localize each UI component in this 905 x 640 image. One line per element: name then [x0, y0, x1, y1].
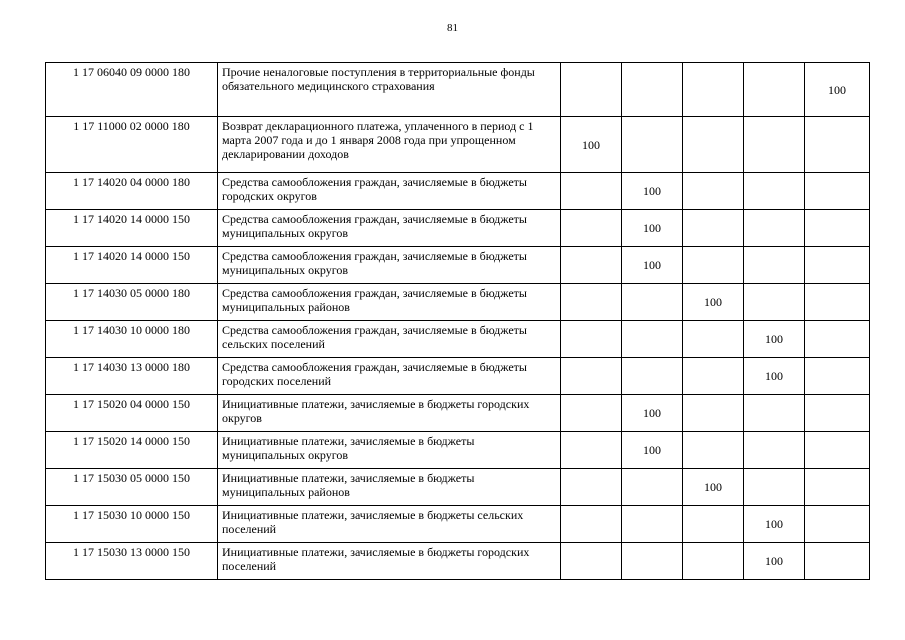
revenue-name-cell: Прочие неналоговые поступления в территориальные фонды обязательного медицинского страхования	[218, 63, 561, 117]
value-cell-2	[622, 543, 683, 580]
budget-code-cell: 1 17 14020 04 0000 180	[46, 173, 218, 210]
table-row	[46, 63, 870, 117]
value-cell-3: 100	[683, 284, 744, 321]
table-row	[46, 543, 870, 580]
value-cell-2	[622, 506, 683, 543]
value-cell-5	[805, 506, 870, 543]
budget-code-cell: 1 17 14020 14 0000 150	[46, 247, 218, 284]
value-cell-5	[805, 210, 870, 247]
value-cell-3	[683, 395, 744, 432]
budget-code-cell: 1 17 11000 02 0000 180	[46, 117, 218, 173]
value-cell-5	[805, 469, 870, 506]
table-row	[46, 321, 870, 358]
value-cell-1	[561, 284, 622, 321]
value-cell-4	[744, 210, 805, 247]
revenue-name-cell: Возврат декларационного платежа, уплаченного в период с 1 марта 2007 года и до 1 января 2008 года при упрощенном декларировании доходов	[218, 117, 561, 173]
budget-code-cell: 1 17 14030 05 0000 180	[46, 284, 218, 321]
value-cell-2: 100	[622, 432, 683, 469]
value-cell-2: 100	[622, 210, 683, 247]
revenue-name-cell: Средства самообложения граждан, зачисляемые в бюджеты сельских поселений	[218, 321, 561, 358]
value-cell-4	[744, 247, 805, 284]
table-row	[46, 506, 870, 543]
value-cell-4	[744, 432, 805, 469]
value-cell-1	[561, 469, 622, 506]
value-cell-4	[744, 395, 805, 432]
value-cell-4	[744, 117, 805, 173]
budget-code-cell: 1 17 14030 10 0000 180	[46, 321, 218, 358]
value-cell-1	[561, 63, 622, 117]
value-cell-3	[683, 173, 744, 210]
page-number: 81	[447, 22, 458, 34]
value-cell-3	[683, 543, 744, 580]
value-cell-1	[561, 543, 622, 580]
revenue-name-cell: Средства самообложения граждан, зачисляемые в бюджеты муниципальных округов	[218, 247, 561, 284]
value-cell-2	[622, 469, 683, 506]
table-row	[46, 432, 870, 469]
value-cell-5	[805, 395, 870, 432]
budget-code-cell: 1 17 15030 10 0000 150	[46, 506, 218, 543]
budget-code-cell: 1 17 14030 13 0000 180	[46, 358, 218, 395]
value-cell-1	[561, 358, 622, 395]
table-row	[46, 117, 870, 173]
revenue-name-cell: Инициативные платежи, зачисляемые в бюджеты муниципальных округов	[218, 432, 561, 469]
value-cell-4	[744, 469, 805, 506]
revenue-name-cell: Инициативные платежи, зачисляемые в бюджеты городских округов	[218, 395, 561, 432]
budget-code-cell: 1 17 15020 04 0000 150	[46, 395, 218, 432]
value-cell-4	[744, 173, 805, 210]
table-row	[46, 469, 870, 506]
revenue-name-cell: Инициативные платежи, зачисляемые в бюджеты городских поселений	[218, 543, 561, 580]
value-cell-1	[561, 432, 622, 469]
value-cell-3	[683, 432, 744, 469]
value-cell-2	[622, 358, 683, 395]
value-cell-5	[805, 543, 870, 580]
value-cell-5	[805, 321, 870, 358]
value-cell-1	[561, 321, 622, 358]
value-cell-3	[683, 321, 744, 358]
value-cell-4	[744, 63, 805, 117]
table-row	[46, 395, 870, 432]
value-cell-1	[561, 247, 622, 284]
value-cell-3	[683, 63, 744, 117]
value-cell-1	[561, 210, 622, 247]
table-row	[46, 210, 870, 247]
value-cell-5	[805, 247, 870, 284]
budget-code-cell: 1 17 06040 09 0000 180	[46, 63, 218, 117]
value-cell-3	[683, 247, 744, 284]
value-cell-1	[561, 506, 622, 543]
table-row	[46, 247, 870, 284]
value-cell-5	[805, 117, 870, 173]
value-cell-2: 100	[622, 395, 683, 432]
value-cell-5	[805, 173, 870, 210]
revenue-name-cell: Средства самообложения граждан, зачисляемые в бюджеты городских поселений	[218, 358, 561, 395]
value-cell-2: 100	[622, 173, 683, 210]
value-cell-3	[683, 117, 744, 173]
value-cell-3	[683, 210, 744, 247]
budget-allocation-table	[45, 62, 870, 580]
revenue-name-cell: Инициативные платежи, зачисляемые в бюджеты муниципальных районов	[218, 469, 561, 506]
value-cell-5	[805, 432, 870, 469]
value-cell-1: 100	[561, 117, 622, 173]
value-cell-3	[683, 358, 744, 395]
value-cell-1	[561, 173, 622, 210]
value-cell-4: 100	[744, 506, 805, 543]
budget-code-cell: 1 17 14020 14 0000 150	[46, 210, 218, 247]
value-cell-4: 100	[744, 321, 805, 358]
value-cell-1	[561, 395, 622, 432]
value-cell-2	[622, 63, 683, 117]
budget-code-cell: 1 17 15030 13 0000 150	[46, 543, 218, 580]
revenue-name-cell: Средства самообложения граждан, зачисляемые в бюджеты муниципальных округов	[218, 210, 561, 247]
value-cell-2: 100	[622, 247, 683, 284]
value-cell-2	[622, 284, 683, 321]
table-row	[46, 173, 870, 210]
value-cell-3	[683, 506, 744, 543]
budget-code-cell: 1 17 15030 05 0000 150	[46, 469, 218, 506]
value-cell-2	[622, 321, 683, 358]
table-row	[46, 284, 870, 321]
revenue-name-cell: Инициативные платежи, зачисляемые в бюджеты сельских поселений	[218, 506, 561, 543]
revenue-name-cell: Средства самообложения граждан, зачисляемые в бюджеты муниципальных районов	[218, 284, 561, 321]
table-row	[46, 358, 870, 395]
value-cell-4: 100	[744, 358, 805, 395]
value-cell-5: 100	[805, 63, 870, 117]
value-cell-4	[744, 284, 805, 321]
value-cell-4: 100	[744, 543, 805, 580]
value-cell-3: 100	[683, 469, 744, 506]
value-cell-2	[622, 117, 683, 173]
value-cell-5	[805, 284, 870, 321]
revenue-name-cell: Средства самообложения граждан, зачисляемые в бюджеты городских округов	[218, 173, 561, 210]
budget-code-cell: 1 17 15020 14 0000 150	[46, 432, 218, 469]
value-cell-5	[805, 358, 870, 395]
